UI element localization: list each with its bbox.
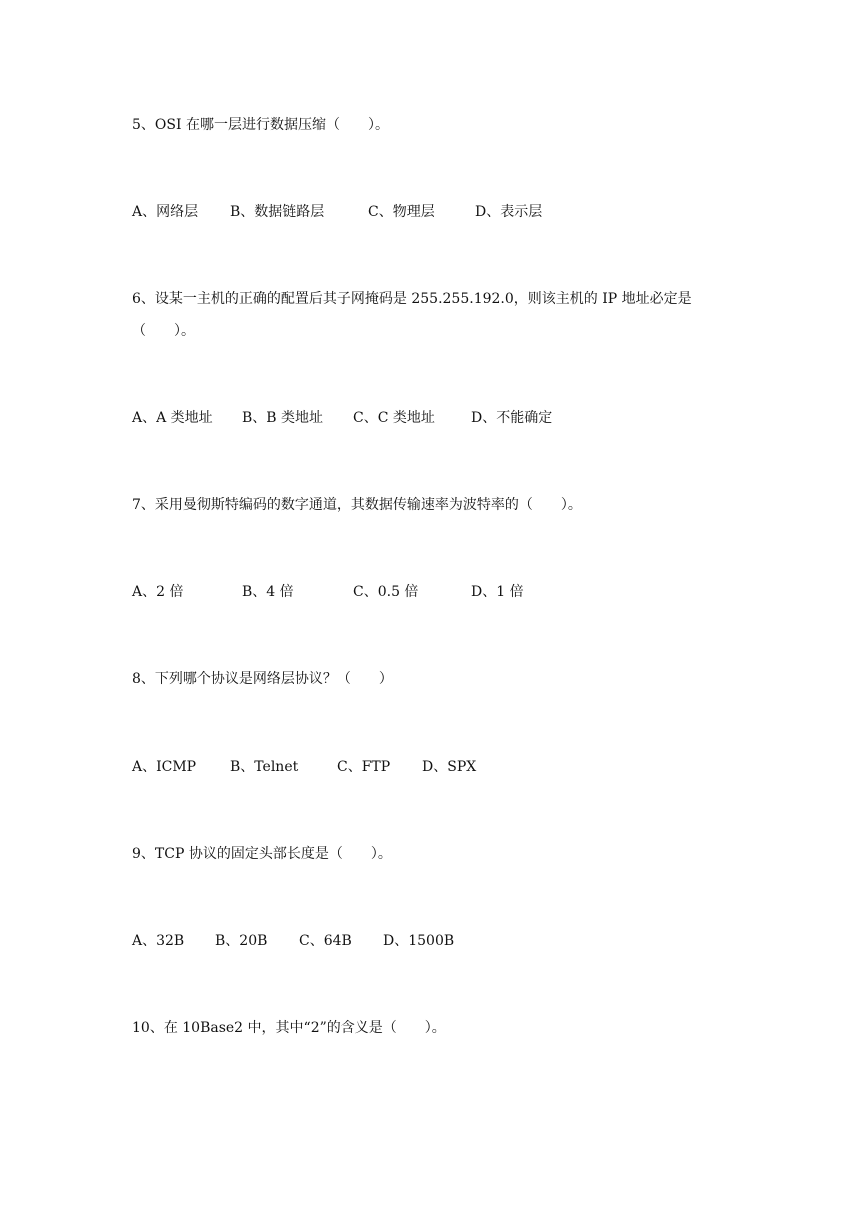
question-6-option-a: A、A 类地址 — [132, 410, 213, 426]
question-8-option-a: A、ICMP — [132, 759, 197, 775]
question-7-option-b: B、4 倍 — [242, 584, 294, 600]
question-5-option-c: C、物理层 — [368, 204, 435, 220]
question-8-option-b: B、Telnet — [230, 759, 299, 775]
question-5-stem: 5、OSI 在哪一层进行数据压缩（ ）。 — [132, 117, 389, 133]
question-8-option-d: D、SPX — [422, 759, 477, 775]
question-5-option-d: D、表示层 — [475, 204, 543, 220]
question-6-option-d: D、不能确定 — [471, 410, 553, 426]
question-7-stem: 7、采用曼彻斯特编码的数字通道，其数据传输速率为波特率的（ ）。 — [132, 497, 582, 513]
question-9-option-a: A、32B — [132, 933, 185, 949]
question-7-option-c: C、0.5 倍 — [353, 584, 419, 600]
question-6-stem-continued: （ ）。 — [132, 323, 195, 339]
question-9-option-d: D、1500B — [383, 933, 455, 949]
question-5-option-b: B、数据链路层 — [230, 204, 325, 220]
question-5-option-a: A、网络层 — [132, 204, 199, 220]
question-6-option-b: B、B 类地址 — [242, 410, 324, 426]
question-10-stem: 10、在 10Base2 中，其中“2”的含义是（ ）。 — [132, 1020, 446, 1036]
question-9-option-c: C、64B — [299, 933, 352, 949]
question-8-stem: 8、下列哪个协议是网络层协议？（ ） — [132, 671, 393, 687]
question-8-option-c: C、FTP — [337, 759, 391, 775]
question-7-option-a: A、2 倍 — [132, 584, 184, 600]
question-6-option-c: C、C 类地址 — [353, 410, 435, 426]
question-9-option-b: B、20B — [215, 933, 268, 949]
question-7-option-d: D、1 倍 — [471, 584, 524, 600]
question-9-stem: 9、TCP 协议的固定头部长度是（ ）。 — [132, 846, 392, 862]
question-6-stem: 6、设某一主机的正确的配置后其子网掩码是 255.255.192.0，则该主机的 IP 地址必定是 — [132, 291, 692, 307]
